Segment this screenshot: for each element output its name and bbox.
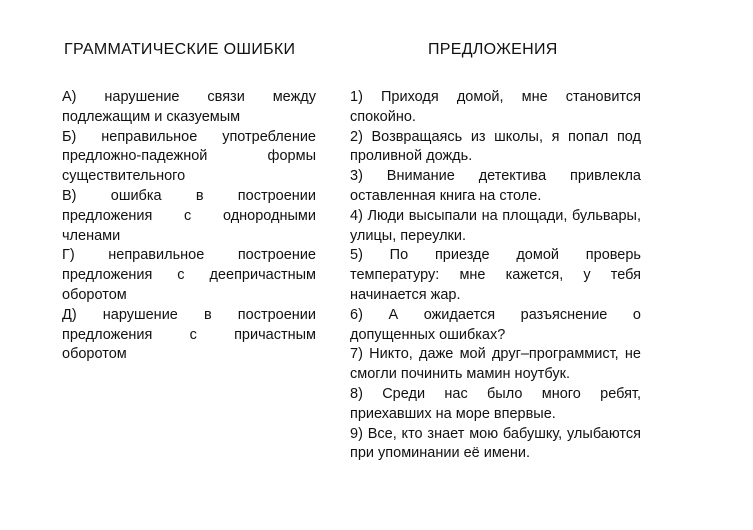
sentence-item-5: 5) По приезде домой проверь температуру: мне кажется, у тебя начинается жар. bbox=[350, 247, 641, 303]
sentence-item-8: 8) Среди нас было много ребят, приехавших на море впервые. bbox=[350, 385, 641, 422]
grammar-errors-list bbox=[62, 88, 316, 365]
sentence-item-2: 2) Возвращаясь из школы, я попал под проливной дождь. bbox=[350, 128, 641, 165]
error-item-g: Г) неправильное построение предложения с деепричастным оборотом bbox=[62, 247, 316, 303]
sentence-item-7: 7) Никто, даже мой друг–программист, не смогли починить мамин ноутбук. bbox=[350, 346, 641, 383]
sentence-item-9: 9) Все, кто знает мою бабушку, улыбаются при упоминании её имени. bbox=[350, 425, 641, 462]
error-item-v: В) ошибка в построении предложения с однородными членами bbox=[62, 187, 316, 244]
sentences-heading: ПРЕДЛОЖЕНИЯ bbox=[428, 41, 558, 58]
error-item-b: Б) неправильное употребление предложно-падежной формы существительного bbox=[62, 128, 316, 185]
error-item-a: А) нарушение связи между подлежащим и сказуемым bbox=[62, 89, 316, 125]
sentences-list bbox=[350, 88, 641, 464]
error-item-d: Д) нарушение в построении предложения с причастным оборотом bbox=[62, 306, 316, 363]
sentence-item-6: 6) А ожидается разъяснение о допущенных ошибках? bbox=[350, 306, 641, 343]
sentence-item-1: 1) Приходя домой, мне становится спокойно. bbox=[350, 89, 641, 125]
sentence-item-3: 3) Внимание детектива привлекла оставленная книга на столе. bbox=[350, 168, 641, 204]
sentence-item-4: 4) Люди высыпали на площади, бульвары, улицы, переулки. bbox=[350, 207, 641, 244]
grammar-errors-heading: ГРАММАТИЧЕСКИЕ ОШИБКИ bbox=[64, 41, 296, 58]
